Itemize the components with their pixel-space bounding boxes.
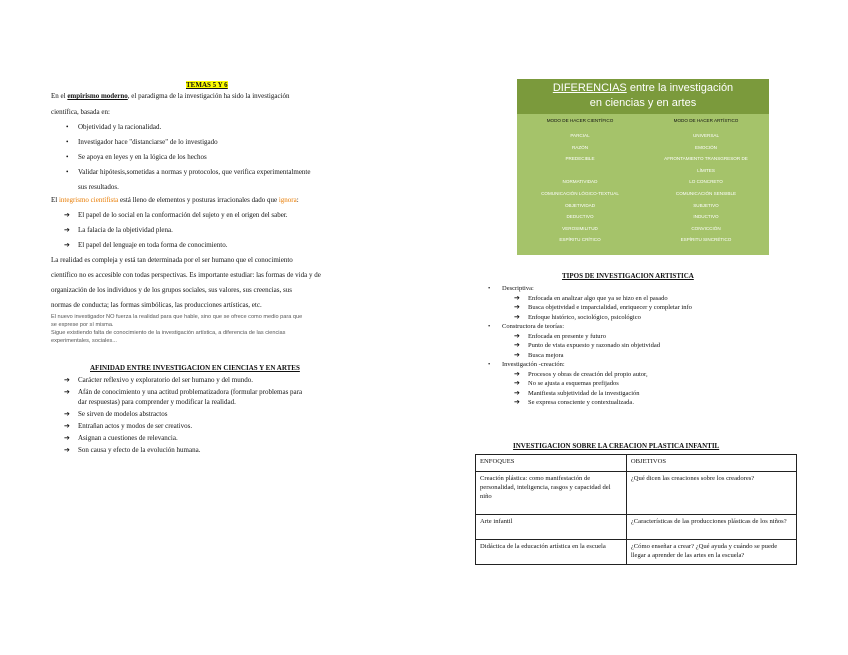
table-row bbox=[476, 515, 797, 540]
list-item: ➔ El papel de lo social en la conformación del sujeto y en el origen del saber. bbox=[78, 210, 388, 220]
cell: Creación plástica: como manifestación de personalidad, inteligencia, rasgos y capacidad del niño bbox=[476, 472, 627, 515]
tipos-title: TIPOS DE INVESTIGACION ARTISTICA bbox=[562, 272, 694, 280]
list-item-cont: dar respuestas) para comprender y modificar la realidad. bbox=[78, 398, 236, 406]
list-item: ➔ Punto de vista expuesto y razonado sin objetividad bbox=[528, 341, 808, 351]
header-cell: ENFOQUES bbox=[476, 455, 627, 472]
cell: COMUNICACIÓN LÓGICO-TEXTUAL bbox=[541, 190, 619, 196]
list-item: ➔ Busca mejora bbox=[528, 351, 808, 361]
list-item: ➔ No se ajusta a esquemas prefijados bbox=[528, 379, 808, 389]
list-item: ➔ Procesos y obras de creación del propio autor, bbox=[528, 370, 808, 380]
afinidad-list bbox=[78, 375, 378, 455]
cell: PREDECIBLE bbox=[565, 156, 595, 162]
intro-text: En el empirismo moderno, el paradigma de la investigación ha sido la investigación científica, basada en: bbox=[51, 92, 290, 116]
list-item: ➔ Afán de conocimiento y una actitud problematizadora (formular problemas para bbox=[78, 387, 378, 397]
cell: NORMATIVIDAD bbox=[562, 179, 598, 185]
cell: COMUNICACIÓN SENSIBLE bbox=[675, 190, 737, 196]
cell: ¿Características de las producciones plásticas de los niños? bbox=[626, 515, 796, 540]
tipo-group: • Investigación -creación: bbox=[488, 361, 565, 368]
cell: ESPÍRITU SINCRÉTICO bbox=[680, 237, 732, 243]
realidad-paragraph: La realidad es compleja y está tan determinada por el ser humano que el conocimiento científico no es accesible con todas perspectivas. Es importante estudiar: las formas de vida y de organización de los individuos y de los grupos sociales, sus valores, sus creencias, sus normas de conducta; las formas simbólicas, las producciones artísticas, etc. bbox=[51, 256, 321, 309]
list-item: ➔ Manifiesta subjetividad de la investigación bbox=[528, 389, 808, 399]
cientifico-column: MODO DE HACER CIENTÍFICO PARCIAL RAZÓN PREDECIBLE NORMATIVIDAD COMUNICACIÓN LÓGICO-TEXTUAL OBJETIVIDAD DEDUCTIVO VEROSIMILITUD ESPÍRITU CRÍTICO bbox=[517, 114, 643, 246]
cell: Arte infantil bbox=[476, 515, 627, 540]
cell: VEROSIMILITUD bbox=[562, 225, 598, 231]
cell: AFRONTAMIENTO TRANSGRESOR DE bbox=[664, 156, 748, 162]
list-item: ➔ Busca objetividad e imparcialidad, enriquecer y completar info bbox=[528, 303, 808, 313]
tipo-group: • Descriptiva: bbox=[488, 285, 534, 292]
cell: ESPÍRITU CRÍTICO bbox=[559, 237, 601, 243]
integrismo-text: El integrismo científista está lleno de elementos y posturas irracionales dado que ignora: bbox=[51, 196, 299, 204]
cell: PARCIAL bbox=[570, 133, 590, 138]
cell: OBJETIVIDAD bbox=[564, 202, 596, 208]
table-header-row bbox=[476, 455, 797, 472]
list-item: ➔ Entrañan actos y modos de ser creativos. bbox=[78, 421, 378, 431]
list-item: • Objetividad y la racionalidad. bbox=[78, 122, 388, 132]
cell bbox=[517, 165, 643, 177]
list-item-cont: sus resultados. bbox=[78, 183, 119, 191]
integrismo-list bbox=[78, 210, 388, 250]
diferencias-title: DIFERENCIAS entre la investigación en ciencias y en artes bbox=[517, 79, 769, 114]
list-item: ➔ Se sirven de modelos abstractos bbox=[78, 409, 378, 419]
tipo-group: • Constructora de teorías: bbox=[488, 323, 565, 330]
cell: LÍMITES bbox=[697, 167, 715, 173]
table-row bbox=[476, 472, 797, 515]
cell: Didáctica de la educación artística en la escuela bbox=[476, 540, 627, 565]
tipos-list bbox=[488, 284, 808, 408]
diferencias-table bbox=[517, 79, 769, 255]
list-item: ➔ Se expresa consciente y contextualizada. bbox=[528, 398, 808, 408]
list-item: ➔ Enfocada en analizar algo que ya se hizo en el pasado bbox=[528, 294, 808, 304]
empirismo-list bbox=[78, 122, 388, 192]
creacion-title: INVESTIGACION SOBRE LA CREACION PLASTICA INFANTIL bbox=[513, 442, 720, 450]
cell: RAZÓN bbox=[571, 144, 589, 150]
list-item: ➔ El papel del lenguaje en toda forma de conocimiento. bbox=[78, 240, 388, 250]
artistico-column: MODO DE HACER ARTÍSTICO UNIVERSAL EMOCIÓN AFRONTAMIENTO TRANSGRESOR DE LÍMITES LO CONCRETO COMUNICACIÓN SENSIBLE SUBJETIVO INDUCTIVO CONVICCIÓN ESPÍRITU SINCRÉTICO bbox=[643, 114, 769, 246]
list-item: ➔ Enfoque histórico, sociológico, psicológico bbox=[528, 313, 808, 323]
creacion-table bbox=[475, 454, 797, 565]
cell: UNIVERSAL bbox=[692, 133, 720, 138]
cell: INDUCTIVO bbox=[693, 214, 719, 220]
cell: ¿Qué dicen las creaciones sobre los creadores? bbox=[626, 472, 796, 515]
list-item: ➔ Asignan a cuestiones de relevancia. bbox=[78, 433, 378, 443]
list-item: ➔ Enfocada en presente y futuro bbox=[528, 332, 808, 342]
cell: DEDUCTIVO bbox=[566, 214, 594, 220]
list-item: • Se apoya en leyes y en la lógica de los hechos bbox=[78, 152, 388, 162]
cell: CONVICCIÓN bbox=[691, 225, 721, 231]
gray-paragraph: El nuevo investigador NO fuerza la realidad para que hable, sino que se ofrece como medio para que se exprese por sí misma. Sigue existiendo falta de conocimiento de la investigación artística, a diferencia de las ciencias experimentales, sociales... bbox=[51, 314, 303, 344]
list-item: ➔ Son causa y efecto de la evolución humana. bbox=[78, 445, 378, 455]
list-item: • Validar hipótesis,sometidas a normas y protocolos, que verifica experimentalmente bbox=[78, 167, 388, 177]
cell: ¿Cómo enseñar a crear? ¿Qué ayuda y cuándo se puede llegar a aprender de las artes en la escuela? bbox=[626, 540, 796, 565]
cell: EMOCIÓN bbox=[695, 144, 717, 150]
list-item: • Investigador hace "distanciarse" de lo investigado bbox=[78, 137, 388, 147]
list-item: ➔ Carácter reflexivo y exploratorio del ser humano y del mundo. bbox=[78, 375, 378, 385]
cell: LO CONCRETO bbox=[689, 179, 723, 185]
afinidad-title: AFINIDAD ENTRE INVESTIGACION EN CIENCIAS Y EN ARTES bbox=[90, 364, 300, 372]
table-row bbox=[476, 540, 797, 565]
page-title: TEMAS 5 Y 6 bbox=[186, 81, 228, 89]
cell: SUBJETIVO bbox=[693, 202, 719, 208]
list-item: ➔ La falacia de la objetividad plena. bbox=[78, 225, 388, 235]
header-cell: OBJETIVOS bbox=[626, 455, 796, 472]
